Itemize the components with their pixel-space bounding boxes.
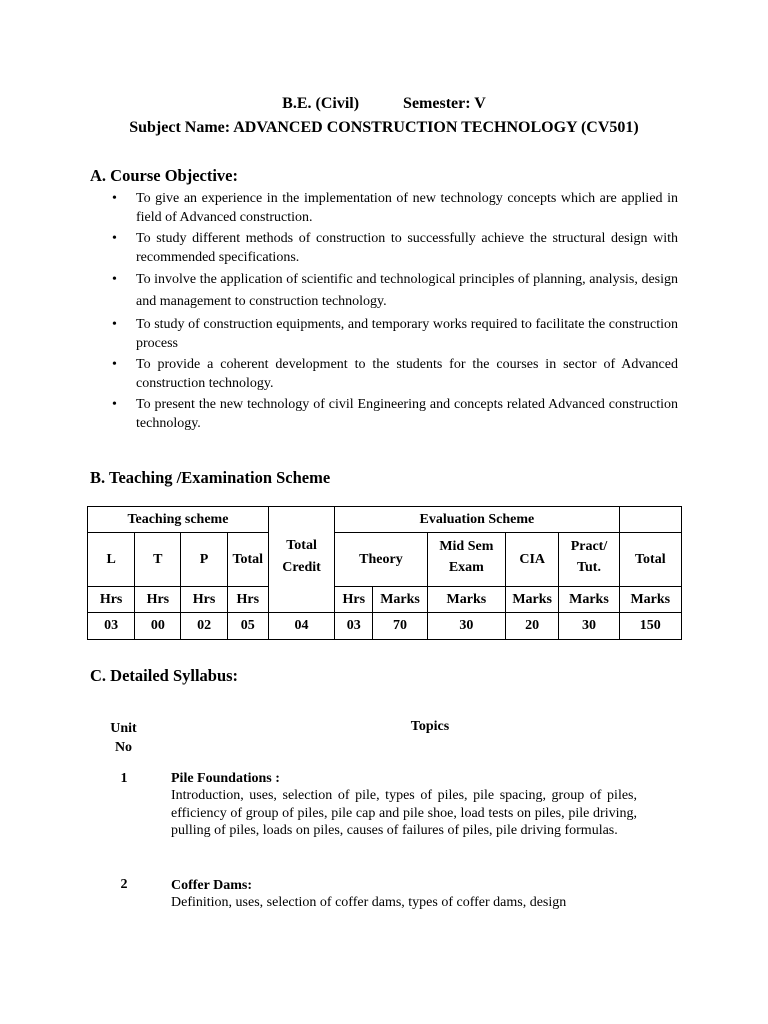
value-t: 00 [135, 613, 181, 640]
unit-grand-total: Marks [619, 587, 681, 613]
value-total: 05 [227, 613, 268, 640]
objective-item: • To provide a coherent development to the students for the courses in sector of Advanced construction technology. [112, 357, 678, 391]
unit-theory-marks: Marks [373, 587, 427, 613]
bullet-icon: • [112, 357, 117, 372]
col-total: Total [227, 533, 268, 587]
subject-name: Subject Name: ADVANCED CONSTRUCTION TECHNOLOGY (CV501) [129, 119, 639, 136]
unit-title: Coffer Dams: [171, 878, 252, 893]
value-midsem: 30 [427, 613, 505, 640]
topics-header: Topics [410, 719, 450, 734]
teaching-scheme-heading: B. Teaching /Examination Scheme [90, 468, 331, 487]
value-credit: 04 [268, 613, 334, 640]
col-p: P [181, 533, 227, 587]
unit-description: Definition, uses, selection of coffer dams, types of coffer dams, design [171, 895, 567, 910]
value-p: 02 [181, 613, 227, 640]
teaching-scheme-header: Teaching scheme [88, 507, 269, 533]
program-label: B.E. (Civil) [282, 95, 360, 112]
bullet-icon: • [112, 317, 117, 332]
unit-theory-hrs: Hrs [335, 587, 373, 613]
semester-label: Semester: V [403, 95, 486, 112]
course-objective-heading: A. Course Objective: [90, 166, 239, 185]
teaching-examination-table [87, 506, 682, 640]
objective-item: • To study of construction equipments, and temporary works required to facilitate the construction process [112, 317, 678, 351]
objective-item: • To give an experience in the implementation of new technology concepts which are applied in field of Advanced construction. [112, 191, 678, 225]
unit-p: Hrs [181, 587, 227, 613]
unit-title: Pile Foundations : [171, 771, 280, 786]
unit-midsem: Marks [427, 587, 505, 613]
unit-pract: Marks [559, 587, 619, 613]
col-pract: Pract/ Tut. [559, 533, 619, 587]
col-theory: Theory [335, 533, 427, 587]
objective-item: • To study different methods of construction to successfully achieve the structural design with recommended specifications. [112, 231, 678, 265]
unit-l: Hrs [88, 587, 135, 613]
unit-no-header: Unit No [110, 721, 137, 755]
col-grand-total: Total [619, 533, 681, 587]
unit-block [171, 878, 637, 912]
value-l: 03 [88, 613, 135, 640]
unit-total: Hrs [227, 587, 268, 613]
value-theory-marks: 70 [373, 613, 427, 640]
objective-item: • To present the new technology of civil Engineering and concepts related Advanced construction technology. [112, 397, 678, 431]
value-grand-total: 150 [619, 613, 681, 640]
col-t: T [135, 533, 181, 587]
col-l: L [88, 533, 135, 587]
objective-list [112, 189, 678, 435]
empty-header-cell [619, 507, 681, 533]
bullet-icon: • [112, 191, 117, 206]
bullet-icon: • [112, 272, 117, 287]
unit-description: Introduction, uses, selection of pile, types of piles, pile spacing, group of piles, efficiency of group of piles, pile cap and pile shoe, load tests on piles, pile driving, pulling of piles, loads on piles, causes of failures of piles, pile driving formulas. [171, 788, 637, 838]
unit-cia: Marks [506, 587, 559, 613]
unit-number: 2 [120, 877, 128, 892]
course-header [0, 95, 768, 113]
value-cia: 20 [506, 613, 559, 640]
bullet-icon: • [112, 397, 117, 412]
unit-number: 1 [120, 771, 128, 786]
unit-block [171, 771, 637, 840]
objective-item: • To involve the application of scientific and technological principles of planning, analysis, design and management to construction technology. [112, 269, 678, 313]
detailed-syllabus-heading: C. Detailed Syllabus: [90, 666, 239, 685]
value-theory-hrs: 03 [335, 613, 373, 640]
bullet-icon: • [112, 231, 117, 246]
unit-t: Hrs [135, 587, 181, 613]
col-cia: CIA [506, 533, 559, 587]
value-pract: 30 [559, 613, 619, 640]
total-credit-header: Total Credit [268, 507, 334, 613]
evaluation-scheme-header: Evaluation Scheme [335, 507, 619, 533]
col-midsem: Mid Sem Exam [427, 533, 505, 587]
